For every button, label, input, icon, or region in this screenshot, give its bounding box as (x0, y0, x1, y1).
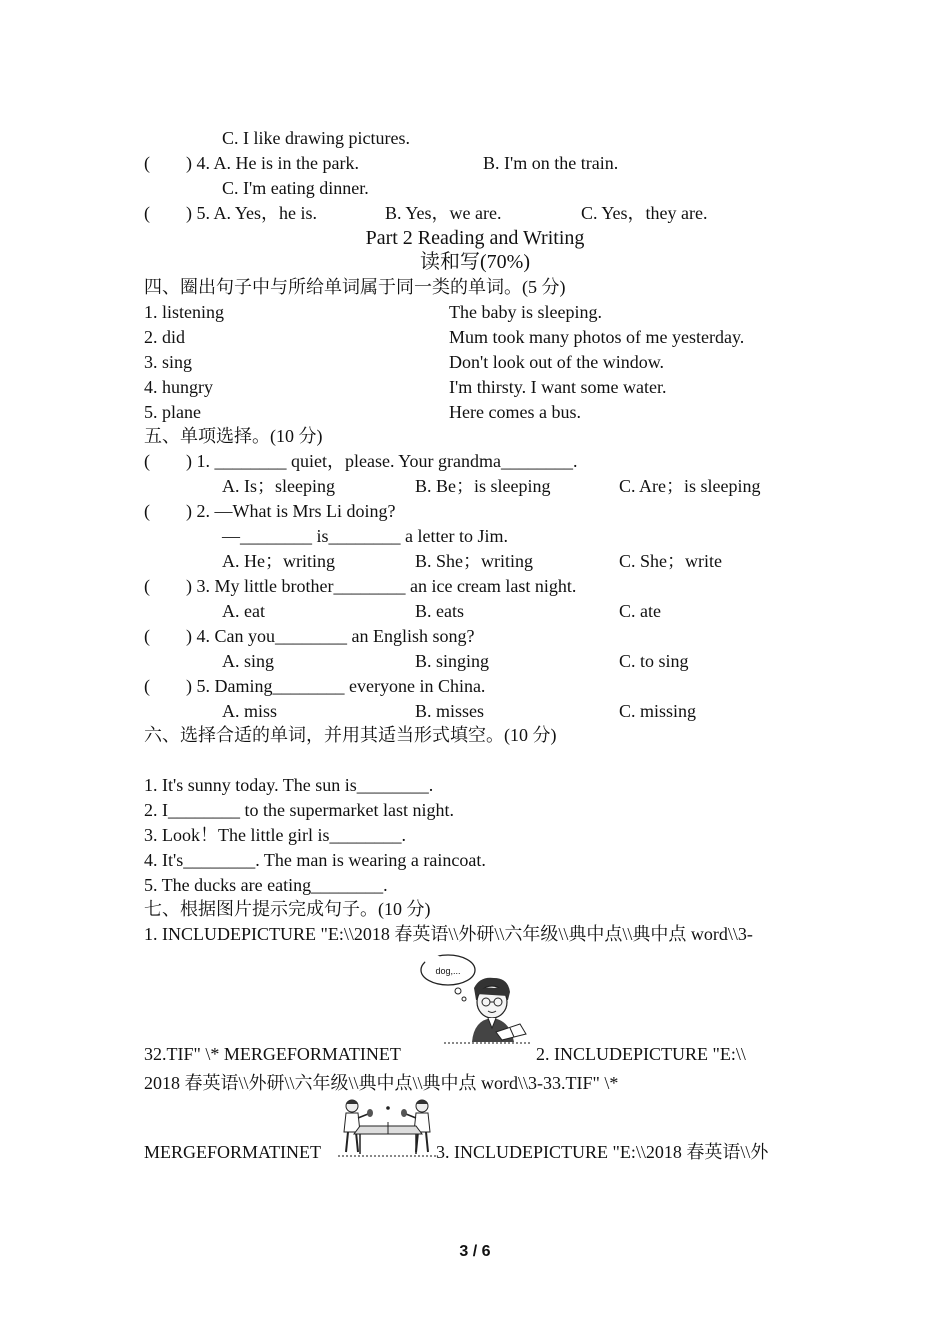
section4-sentence: I'm thirsty. I want some water. (449, 377, 667, 397)
listening-q3-option-c: C. I like drawing pictures. (222, 128, 410, 148)
section7-line2-b: 2. INCLUDEPICTURE "E:\\ (536, 1044, 746, 1064)
section5-q4-option-a: A. sing (222, 651, 275, 671)
section5-q1-option-c: C. Are；is sleeping (619, 476, 761, 496)
section4-word: 1. listening (144, 302, 224, 322)
section4-sentence: Mum took many photos of me yesterday. (449, 327, 745, 347)
section5-q3-option-b: B. eats (415, 601, 464, 621)
part2-title: Part 2 Reading and Writing (365, 227, 585, 249)
section5-heading: 五、单项选择。(10 分) (144, 426, 323, 446)
section5-q4: ( ) 4. Can you________ an English song? (144, 626, 475, 646)
section5-q1: ( ) 1. ________ quiet，please. Your grandma________. (144, 451, 578, 471)
section7-line4-b: 3. INCLUDEPICTURE "E:\\2018 春英语\\外 (436, 1142, 769, 1162)
section7-line4-a: MERGEFORMATINET (144, 1142, 322, 1162)
section4-sentence: Don't look out of the window. (449, 352, 665, 372)
section6-line: 5. The ducks are eating________. (144, 875, 388, 895)
table-tennis-picture (336, 1096, 438, 1158)
section5-q1-option-b: B. Be；is sleeping (415, 476, 551, 496)
section5-q4-option-c: C. to sing (619, 651, 689, 671)
section6-heading: 六、选择合适的单词，并用其适当形式填空。(10 分) (144, 725, 557, 745)
section6-line: 1. It's sunny today. The sun is________. (144, 775, 434, 795)
section5-q1-option-a: A. Is；sleeping (222, 476, 335, 496)
listening-q5-option-c: C. Yes，they are. (581, 203, 708, 223)
section7-line2-a: 32.TIF" \* MERGEFORMATINET (144, 1044, 401, 1064)
section5-q4-option-b: B. singing (415, 651, 490, 671)
section7-heading: 七、根据图片提示完成句子。(10 分) (144, 899, 431, 919)
section4-word: 5. plane (144, 402, 201, 422)
section5-q3: ( ) 3. My little brother________ an ice cream last night. (144, 576, 577, 596)
section4-heading: 四、圈出句子中与所给单词属于同一类的单词。(5 分) (144, 277, 566, 297)
section5-q5-option-c: C. missing (619, 701, 697, 721)
section5-q3-option-a: A. eat (222, 601, 265, 621)
section7-line1: 1. INCLUDEPICTURE "E:\\2018 春英语\\外研\\六年级\\典中点\\典中点 word\\3- (144, 924, 753, 944)
listening-q5-option-b: B. Yes，we are. (385, 203, 502, 223)
section4-word: 4. hungry (144, 377, 213, 397)
listening-q5-stem: ( ) 5. A. Yes，he is. (144, 203, 318, 223)
section4-sentence: Here comes a bus. (449, 402, 581, 422)
section6-line: 4. It's________. The man is wearing a raincoat. (144, 850, 486, 870)
page-number: 3 / 6 (459, 1243, 491, 1260)
part2-subtitle: 读和写(70%) (420, 251, 530, 273)
thought-bubble-text: dog,... (435, 966, 461, 976)
section5-q3-option-c: C. ate (619, 601, 661, 621)
section5-q2-option-c: C. She；write (619, 551, 722, 571)
section5-q5-option-b: B. misses (415, 701, 485, 721)
section5-q5: ( ) 5. Daming________ everyone in China. (144, 676, 486, 696)
listening-q4-option-b: B. I'm on the train. (483, 153, 619, 173)
section4-word: 3. sing (144, 352, 193, 372)
boy-reading-picture (418, 950, 532, 1046)
section5-q5-option-a: A. miss (222, 701, 278, 721)
section6-line: 2. I________ to the supermarket last night. (144, 800, 454, 820)
section5-q2-option-a: A. He；writing (222, 551, 335, 571)
section7-line3: 2018 春英语\\外研\\六年级\\典中点\\典中点 word\\3-33.TIF" \* (144, 1073, 619, 1093)
section4-word: 2. did (144, 327, 186, 347)
section5-q2: ( ) 2. —What is Mrs Li doing? (144, 501, 396, 521)
section6-line: 3. Look！The little girl is________. (144, 825, 406, 845)
listening-q4-stem: ( ) 4. A. He is in the park. (144, 153, 359, 173)
section5-q2-line2: —________ is________ a letter to Jim. (222, 526, 508, 546)
section5-q2-option-b: B. She；writing (415, 551, 534, 571)
section4-sentence: The baby is sleeping. (449, 302, 602, 322)
listening-q4-option-c: C. I'm eating dinner. (222, 178, 369, 198)
